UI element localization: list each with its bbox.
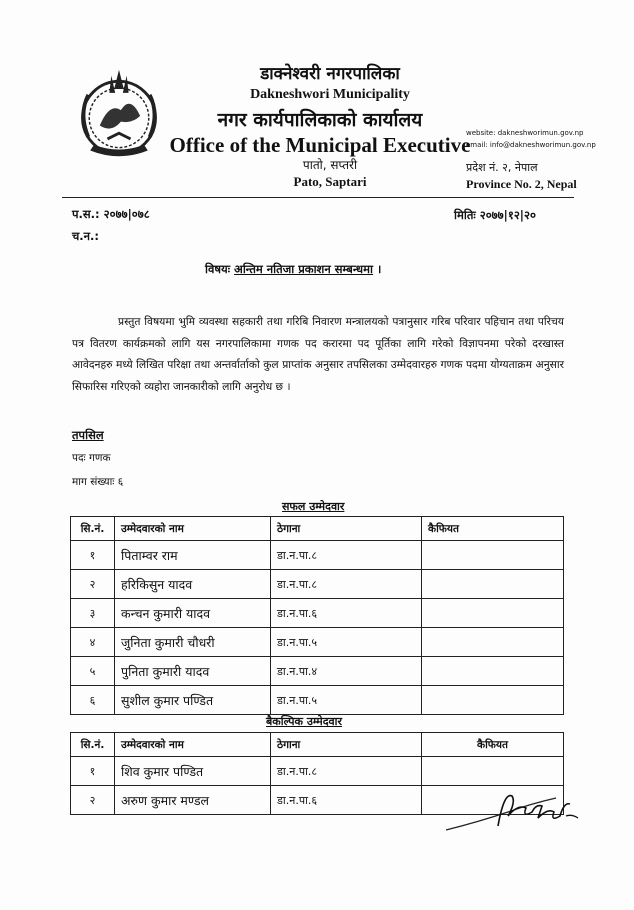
table-row xyxy=(71,686,564,715)
office-name-en: Office of the Municipal Executive xyxy=(169,133,471,157)
cell-name: शिव कुमार पण्डित xyxy=(115,757,271,786)
cell-serial: ६ xyxy=(71,686,115,715)
header-address: ठेगाना xyxy=(271,517,422,541)
cell-name: जुनिता कुमारी चौधरी xyxy=(115,628,271,657)
successful-candidates-title: सफल उम्मेदवार xyxy=(282,500,345,513)
table-row xyxy=(71,657,564,686)
table-header-row xyxy=(71,733,564,757)
cell-name: पिताम्वर राम xyxy=(115,541,271,570)
municipality-name-np: डाक्नेश्वरी नगरपालिका xyxy=(260,64,400,84)
dispatch-number: च.न.: xyxy=(72,229,100,243)
cell-remark xyxy=(422,599,564,628)
table-row xyxy=(71,599,564,628)
header-address: ठेगाना xyxy=(271,733,422,757)
cell-name: सुशील कुमार पण्डित xyxy=(115,686,271,715)
cell-serial: १ xyxy=(71,757,115,786)
cell-serial: २ xyxy=(71,570,115,599)
cell-address: डा.न.पा.८ xyxy=(271,570,422,599)
province-np: प्रदेश नं. २, नेपाल xyxy=(466,161,538,174)
cell-serial: ३ xyxy=(71,599,115,628)
cell-address: डा.न.पा.८ xyxy=(271,757,422,786)
place-en: Pato, Saptari xyxy=(293,174,367,189)
cell-address: डा.न.पा.६ xyxy=(271,786,422,815)
cell-name: पुनिता कुमारी यादव xyxy=(115,657,271,686)
cell-remark xyxy=(422,657,564,686)
table-row xyxy=(71,628,564,657)
cell-serial: १ xyxy=(71,541,115,570)
letter-body: प्रस्तुत विषयमा भुमि व्यवस्था सहकारी तथा गरिबि निवारण मन्त्रालयको पत्रानुसार गरिब परिवार पहिचान तथा परिचय पत्र वितरण कार्यक्रमको लागि यस नगरपालिकामा गणक पद करारमा पद पूर्तिका लागि गरेको विज्ञापनमा परेको दरखास्त आवेदनहरु मध्ये लिखित परिक्षा तथा अन्तर्वार्ताको कुल प्राप्तांक अनुसार तपसिलका उम्मेदवारहरु गणक पदमा योग्यताक्रम अनुसार सिफारिस गरिएको व्यहोरा जानकारीको लागि अनुरोध छ । xyxy=(72,315,564,393)
subject-line xyxy=(205,262,381,277)
letter-number: प.स.: २०७७|०७८ xyxy=(72,207,150,221)
cell-name: कन्चन कुमारी यादव xyxy=(115,599,271,628)
cell-name: अरुण कुमार मण्डल xyxy=(115,786,271,815)
demand-count: माग संख्याः ६ xyxy=(72,476,124,488)
place-np: पातो, सप्तरी xyxy=(302,158,358,172)
cell-address: डा.न.पा.६ xyxy=(271,599,422,628)
cell-serial: ४ xyxy=(71,628,115,657)
email-text: email: info@dakneshworimun.gov.np xyxy=(466,141,596,149)
subject-label: विषयः xyxy=(205,262,231,276)
cell-remark xyxy=(422,541,564,570)
header-remark: कैफियत xyxy=(422,517,564,541)
header-divider xyxy=(62,197,574,198)
office-name-np: नगर कार्यपालिकाको कार्यालय xyxy=(217,109,423,131)
successful-candidates-table xyxy=(70,516,564,715)
cell-address: डा.न.पा.८ xyxy=(271,541,422,570)
nepal-emblem-icon xyxy=(70,66,168,162)
signature-image xyxy=(438,782,588,836)
cell-remark xyxy=(422,570,564,599)
alternate-candidates-title: बैकल्पिक उम्मेदवार xyxy=(266,715,343,728)
cell-name: हरिकिसुन यादव xyxy=(115,570,271,599)
cell-address: डा.न.पा.५ xyxy=(271,628,422,657)
municipality-name-en: Dakneshwori Municipality xyxy=(250,87,410,102)
header-serial: सि.नं. xyxy=(71,517,115,541)
cell-remark xyxy=(422,686,564,715)
subject-text: अन्तिम नतिजा प्रकाशन सम्बन्धमा xyxy=(234,262,373,276)
letter-date: मितिः २०७७|१२|२० xyxy=(454,208,536,222)
province-en: Province No. 2, Nepal xyxy=(466,177,577,191)
header-remark: कैफियत xyxy=(422,733,564,757)
website-text: website: dakneshworimun.gov.np xyxy=(466,129,584,137)
table-header-row xyxy=(71,517,564,541)
header-name: उम्मेदवारको नाम xyxy=(115,517,271,541)
cell-address: डा.न.पा.५ xyxy=(271,686,422,715)
cell-address: डा.न.पा.४ xyxy=(271,657,422,686)
tapsil-heading: तपसिल xyxy=(72,428,104,442)
table-row xyxy=(71,541,564,570)
cell-remark xyxy=(422,628,564,657)
header-serial: सि.नं. xyxy=(71,733,115,757)
post-name: पदः गणक xyxy=(72,452,111,464)
header-name: उम्मेदवारको नाम xyxy=(115,733,271,757)
table-row xyxy=(71,570,564,599)
cell-serial: ५ xyxy=(71,657,115,686)
subject-end: । xyxy=(372,262,382,276)
cell-serial: २ xyxy=(71,786,115,815)
